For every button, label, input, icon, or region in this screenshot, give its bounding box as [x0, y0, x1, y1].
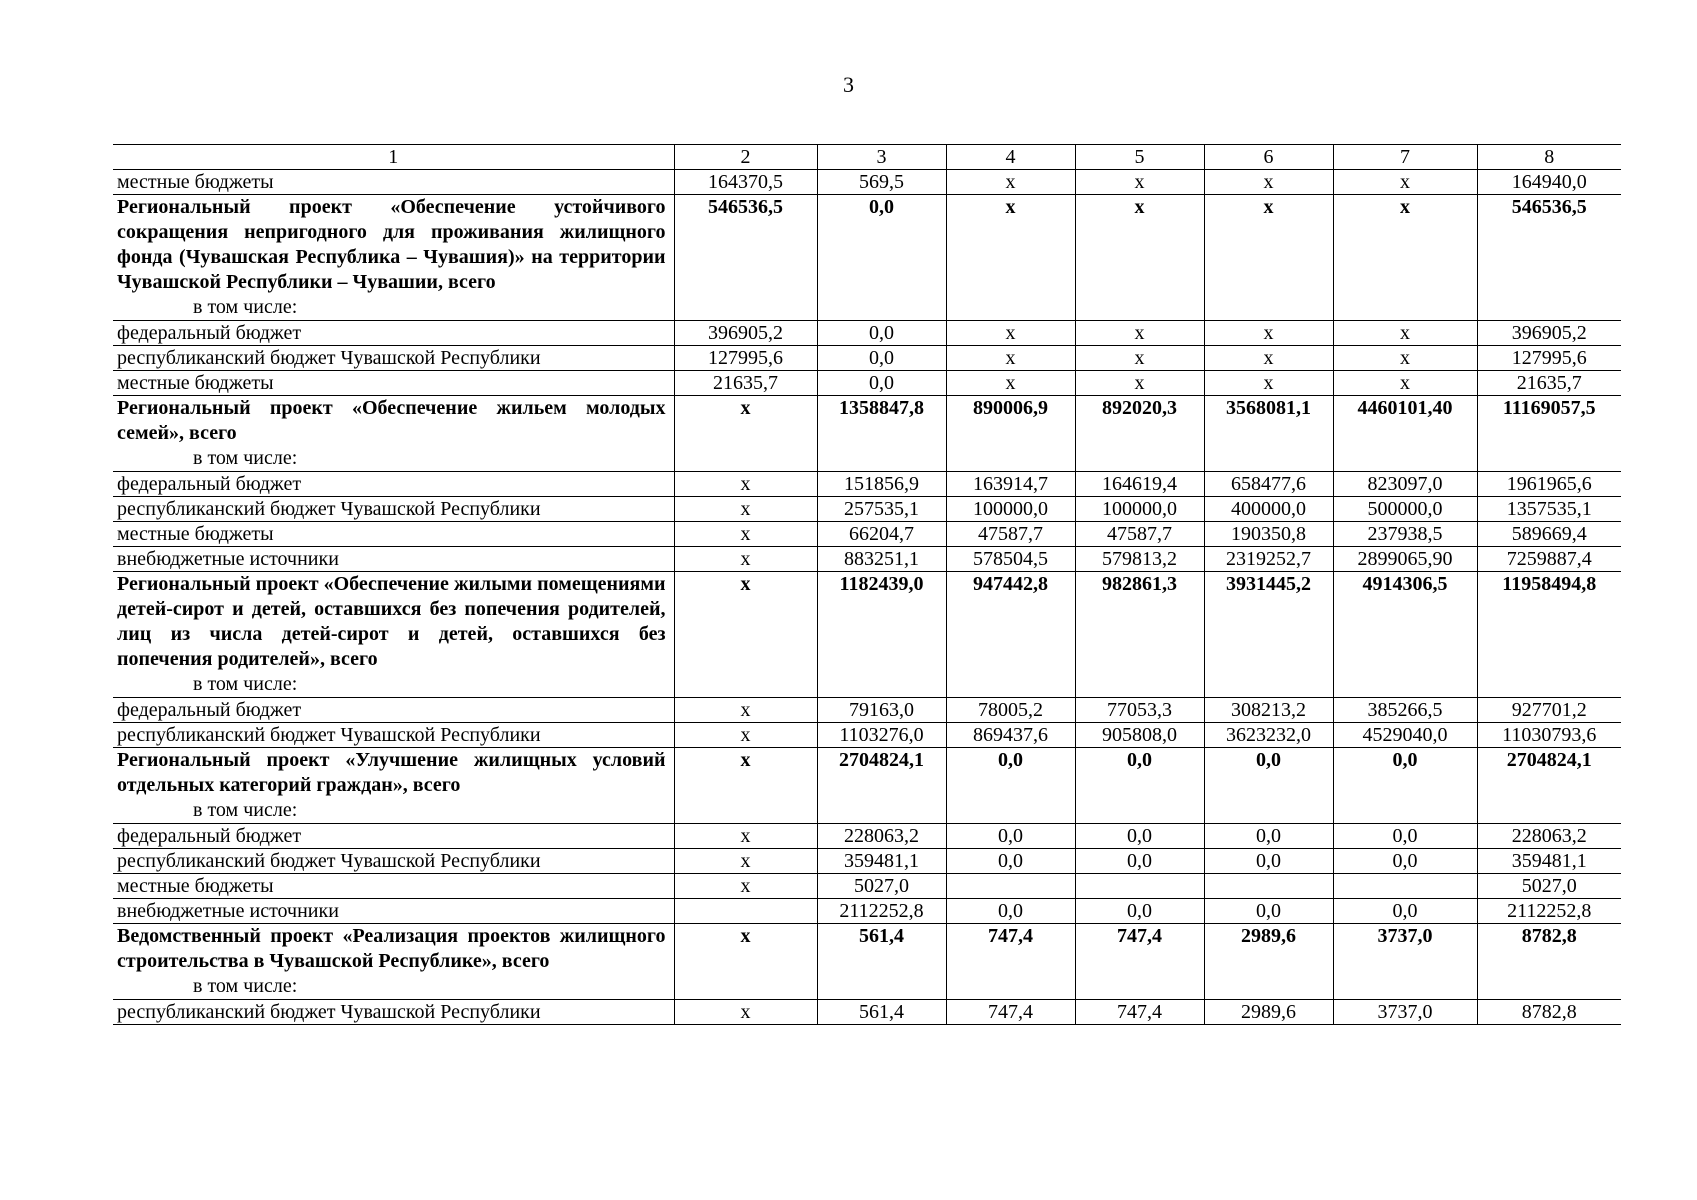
value-cell: 163914,7 [946, 472, 1075, 497]
value-cell: x [674, 698, 817, 723]
value-cell: 892020,3 [1075, 396, 1204, 472]
row-label: Региональный проект «Обеспечение жильем молодых семей», всего [117, 397, 666, 444]
budget-table [113, 144, 1621, 1025]
row-label-cell [113, 924, 674, 1000]
value-cell: x [1333, 346, 1477, 371]
value-cell: 589669,4 [1477, 522, 1621, 547]
value-cell: 883251,1 [817, 547, 946, 572]
value-cell: 0,0 [946, 849, 1075, 874]
value-cell: x [674, 547, 817, 572]
row-label-cell [113, 874, 674, 899]
value-cell: 561,4 [817, 1000, 946, 1025]
value-cell: 1103276,0 [817, 723, 946, 748]
value-cell: 546536,5 [1477, 195, 1621, 321]
value-cell: 127995,6 [1477, 346, 1621, 371]
value-cell: 190350,8 [1204, 522, 1333, 547]
value-cell [1204, 874, 1333, 899]
value-cell: x [1204, 371, 1333, 396]
value-cell: 0,0 [1333, 824, 1477, 849]
value-cell: 8782,8 [1477, 1000, 1621, 1025]
value-cell: x [674, 748, 817, 824]
header-cell: 5 [1075, 145, 1204, 170]
row-label-cell [113, 522, 674, 547]
value-cell: 0,0 [1204, 748, 1333, 824]
value-cell: x [1204, 321, 1333, 346]
value-cell: x [946, 321, 1075, 346]
value-cell [1075, 874, 1204, 899]
value-cell: 21635,7 [1477, 371, 1621, 396]
row-label: республиканский бюджет Чувашской Республики [117, 1001, 541, 1023]
value-cell: 2899065,90 [1333, 547, 1477, 572]
value-cell: 400000,0 [1204, 497, 1333, 522]
value-cell: 569,5 [817, 170, 946, 195]
row-label-cell [113, 371, 674, 396]
value-cell: x [674, 1000, 817, 1025]
value-cell: x [1204, 346, 1333, 371]
value-cell: x [946, 346, 1075, 371]
value-cell: 747,4 [946, 1000, 1075, 1025]
value-cell: 8782,8 [1477, 924, 1621, 1000]
row-label-cell [113, 346, 674, 371]
value-cell: x [674, 723, 817, 748]
row-label-cell [113, 195, 674, 321]
value-cell: 2989,6 [1204, 924, 1333, 1000]
table-row [113, 371, 1621, 396]
row-label: местные бюджеты [117, 523, 274, 545]
value-cell: 4529040,0 [1333, 723, 1477, 748]
table-row [113, 497, 1621, 522]
value-cell: 546536,5 [674, 195, 817, 321]
header-cell: 6 [1204, 145, 1333, 170]
value-cell: 77053,3 [1075, 698, 1204, 723]
value-cell: x [1075, 371, 1204, 396]
value-cell: 927701,2 [1477, 698, 1621, 723]
row-note: в том числе: [193, 296, 298, 318]
value-cell: 3623232,0 [1204, 723, 1333, 748]
header-cell: 4 [946, 145, 1075, 170]
row-label-cell [113, 748, 674, 824]
row-label-cell [113, 396, 674, 472]
value-cell: 385266,5 [1333, 698, 1477, 723]
table-row [113, 824, 1621, 849]
value-cell: x [674, 396, 817, 472]
value-cell: 561,4 [817, 924, 946, 1000]
value-cell: 0,0 [1075, 824, 1204, 849]
row-label: Региональный проект «Обеспечение жилыми помещениями детей-сирот и детей, оставшихся без попечения родителей, лиц из числа детей-сирот и детей, оставшихся без попечения родителей», всего [117, 573, 666, 670]
value-cell: x [946, 170, 1075, 195]
value-cell: 164370,5 [674, 170, 817, 195]
value-cell: x [674, 874, 817, 899]
value-cell: 0,0 [1075, 849, 1204, 874]
value-cell [946, 874, 1075, 899]
value-cell: 78005,2 [946, 698, 1075, 723]
project-row [113, 924, 1621, 1000]
value-cell: 0,0 [1204, 824, 1333, 849]
row-label-cell [113, 472, 674, 497]
value-cell: 396905,2 [1477, 321, 1621, 346]
value-cell: 228063,2 [1477, 824, 1621, 849]
row-label: федеральный бюджет [117, 473, 302, 495]
row-label: республиканский бюджет Чувашской Республики [117, 850, 541, 872]
row-label: республиканский бюджет Чувашской Республики [117, 347, 541, 369]
value-cell: x [1075, 321, 1204, 346]
value-cell: x [674, 849, 817, 874]
row-label-cell [113, 497, 674, 522]
value-cell: 0,0 [817, 371, 946, 396]
value-cell [674, 899, 817, 924]
row-label: Региональный проект «Обеспечение устойчивого сокращения непригодного для проживания жилищного фонда (Чувашская Республика – Чувашия)» на территории Чувашской Республики – Чувашии, всего [117, 196, 666, 293]
value-cell: 0,0 [1204, 849, 1333, 874]
value-cell: 579813,2 [1075, 547, 1204, 572]
value-cell: 3737,0 [1333, 924, 1477, 1000]
value-cell: 0,0 [1204, 899, 1333, 924]
table-row [113, 874, 1621, 899]
table-row [113, 547, 1621, 572]
value-cell: x [1333, 321, 1477, 346]
value-cell: 1357535,1 [1477, 497, 1621, 522]
value-cell: 747,4 [1075, 1000, 1204, 1025]
row-note: в том числе: [193, 975, 298, 997]
row-label: республиканский бюджет Чувашской Республики [117, 724, 541, 746]
value-cell: 257535,1 [817, 497, 946, 522]
row-label: внебюджетные источники [117, 900, 339, 922]
value-cell: 1961965,6 [1477, 472, 1621, 497]
value-cell: 0,0 [946, 748, 1075, 824]
value-cell: 79163,0 [817, 698, 946, 723]
project-row [113, 572, 1621, 698]
value-cell: x [674, 824, 817, 849]
value-cell: 500000,0 [1333, 497, 1477, 522]
row-label: местные бюджеты [117, 372, 274, 394]
row-note: в том числе: [193, 447, 298, 469]
value-cell: 47587,7 [946, 522, 1075, 547]
value-cell [1333, 874, 1477, 899]
value-cell: x [674, 522, 817, 547]
project-row [113, 396, 1621, 472]
value-cell: 164619,4 [1075, 472, 1204, 497]
table-row [113, 472, 1621, 497]
table-row [113, 321, 1621, 346]
row-label: внебюджетные источники [117, 548, 339, 570]
project-row [113, 748, 1621, 824]
header-cell: 8 [1477, 145, 1621, 170]
value-cell: 151856,9 [817, 472, 946, 497]
value-cell: x [1204, 195, 1333, 321]
value-cell: 0,0 [1333, 748, 1477, 824]
row-label-cell [113, 547, 674, 572]
value-cell: 237938,5 [1333, 522, 1477, 547]
value-cell: 3568081,1 [1204, 396, 1333, 472]
page-number: 3 [843, 72, 854, 97]
value-cell: 11030793,6 [1477, 723, 1621, 748]
value-cell: 11169057,5 [1477, 396, 1621, 472]
value-cell: 308213,2 [1204, 698, 1333, 723]
value-cell: 578504,5 [946, 547, 1075, 572]
table-body [113, 145, 1621, 1025]
project-row [113, 195, 1621, 321]
value-cell: 5027,0 [817, 874, 946, 899]
table-row [113, 346, 1621, 371]
value-cell: x [674, 497, 817, 522]
table-row [113, 698, 1621, 723]
value-cell: 2704824,1 [1477, 748, 1621, 824]
value-cell: x [1075, 170, 1204, 195]
value-cell: 823097,0 [1333, 472, 1477, 497]
value-cell: x [1333, 195, 1477, 321]
value-cell: 905808,0 [1075, 723, 1204, 748]
row-label-cell [113, 899, 674, 924]
row-label-cell [113, 849, 674, 874]
value-cell: 21635,7 [674, 371, 817, 396]
row-label: федеральный бюджет [117, 699, 302, 721]
value-cell: 947442,8 [946, 572, 1075, 698]
value-cell: 0,0 [817, 195, 946, 321]
row-label: Ведомственный проект «Реализация проектов жилищного строительства в Чувашской Республике», всего [117, 925, 666, 972]
value-cell: x [946, 195, 1075, 321]
value-cell: 359481,1 [817, 849, 946, 874]
value-cell: 11958494,8 [1477, 572, 1621, 698]
value-cell: 3737,0 [1333, 1000, 1477, 1025]
header-cell: 1 [113, 145, 674, 170]
value-cell: x [674, 472, 817, 497]
value-cell: 5027,0 [1477, 874, 1621, 899]
value-cell: 100000,0 [946, 497, 1075, 522]
value-cell: 4460101,40 [1333, 396, 1477, 472]
value-cell: 396905,2 [674, 321, 817, 346]
row-label: местные бюджеты [117, 171, 274, 193]
value-cell: 658477,6 [1204, 472, 1333, 497]
value-cell: 747,4 [1075, 924, 1204, 1000]
row-label-cell [113, 698, 674, 723]
value-cell: 127995,6 [674, 346, 817, 371]
value-cell: 869437,6 [946, 723, 1075, 748]
value-cell: 0,0 [817, 346, 946, 371]
value-cell: x [674, 572, 817, 698]
value-cell: 747,4 [946, 924, 1075, 1000]
value-cell: 0,0 [1075, 748, 1204, 824]
table-row [113, 899, 1621, 924]
table-row [113, 522, 1621, 547]
value-cell: 66204,7 [817, 522, 946, 547]
table-row [113, 170, 1621, 195]
row-label-cell [113, 723, 674, 748]
value-cell: 0,0 [1075, 899, 1204, 924]
value-cell: 0,0 [946, 824, 1075, 849]
value-cell: 0,0 [1333, 849, 1477, 874]
header-row [113, 145, 1621, 170]
value-cell: x [1075, 195, 1204, 321]
value-cell: 2319252,7 [1204, 547, 1333, 572]
row-label-cell [113, 1000, 674, 1025]
value-cell: 1358847,8 [817, 396, 946, 472]
value-cell: 0,0 [946, 899, 1075, 924]
row-label-cell [113, 170, 674, 195]
row-label: федеральный бюджет [117, 825, 302, 847]
value-cell: x [1333, 170, 1477, 195]
value-cell: 1182439,0 [817, 572, 946, 698]
value-cell: x [1204, 170, 1333, 195]
value-cell: x [946, 371, 1075, 396]
row-label-cell [113, 321, 674, 346]
value-cell: 2112252,8 [817, 899, 946, 924]
value-cell: 3931445,2 [1204, 572, 1333, 698]
value-cell: 228063,2 [817, 824, 946, 849]
row-label: Региональный проект «Улучшение жилищных условий отдельных категорий граждан», всего [117, 749, 666, 796]
value-cell: 0,0 [817, 321, 946, 346]
header-cell: 7 [1333, 145, 1477, 170]
value-cell: 359481,1 [1477, 849, 1621, 874]
row-label: местные бюджеты [117, 875, 274, 897]
value-cell: 982861,3 [1075, 572, 1204, 698]
value-cell: 890006,9 [946, 396, 1075, 472]
row-note: в том числе: [193, 799, 298, 821]
value-cell: x [1333, 371, 1477, 396]
value-cell: 2112252,8 [1477, 899, 1621, 924]
table-row [113, 723, 1621, 748]
row-label: федеральный бюджет [117, 322, 302, 344]
table-row [113, 1000, 1621, 1025]
value-cell: 0,0 [1333, 899, 1477, 924]
header-cell: 3 [817, 145, 946, 170]
value-cell: 100000,0 [1075, 497, 1204, 522]
row-label-cell [113, 824, 674, 849]
value-cell: x [1075, 346, 1204, 371]
header-cell: 2 [674, 145, 817, 170]
value-cell: 7259887,4 [1477, 547, 1621, 572]
table-row [113, 849, 1621, 874]
row-label-cell [113, 572, 674, 698]
value-cell: 2989,6 [1204, 1000, 1333, 1025]
value-cell: 4914306,5 [1333, 572, 1477, 698]
value-cell: 2704824,1 [817, 748, 946, 824]
value-cell: x [674, 924, 817, 1000]
row-note: в том числе: [193, 673, 298, 695]
value-cell: 164940,0 [1477, 170, 1621, 195]
row-label: республиканский бюджет Чувашской Республики [117, 498, 541, 520]
value-cell: 47587,7 [1075, 522, 1204, 547]
